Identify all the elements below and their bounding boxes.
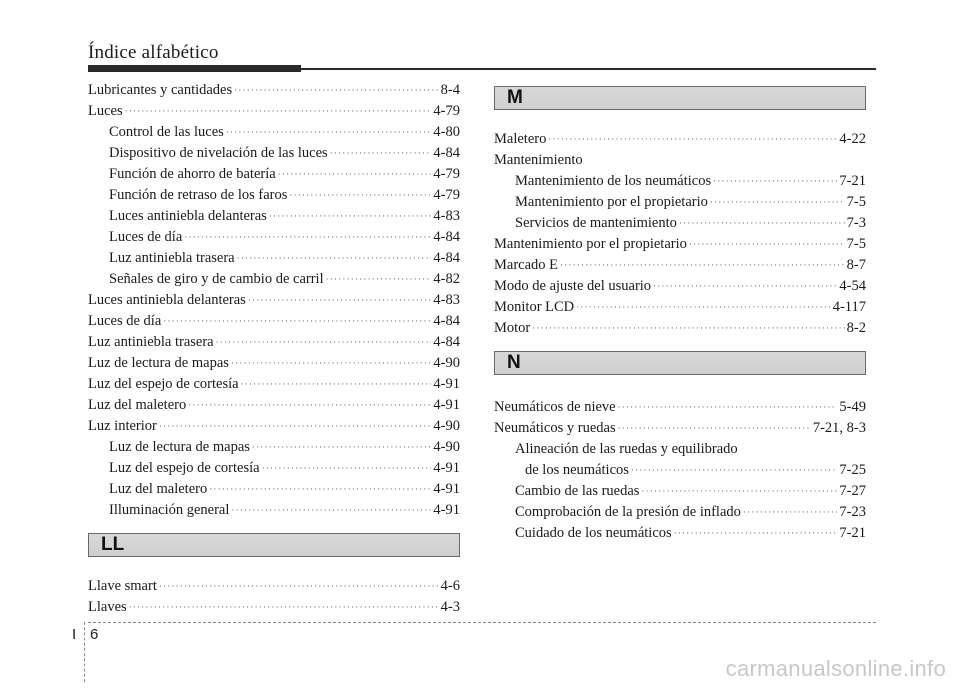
- section-header-m: M: [494, 86, 866, 110]
- dot-leader: [159, 422, 432, 431]
- index-term: Marcado E: [494, 257, 559, 273]
- index-term: Luces antiniebla delanteras: [88, 292, 246, 308]
- index-entry: [494, 439, 866, 460]
- index-page-ref: 7-25: [839, 462, 866, 478]
- index-term: Señales de giro y de cambio de carril: [109, 271, 324, 287]
- index-entry: [494, 192, 866, 213]
- index-entry: [88, 269, 460, 290]
- index-entry: [494, 460, 866, 481]
- dot-leader: [743, 508, 838, 517]
- index-entry: [494, 481, 866, 502]
- dot-leader: [163, 317, 431, 326]
- index-page-ref: 4-79: [433, 166, 460, 182]
- dot-leader: [188, 401, 431, 410]
- footer-divider: [84, 622, 85, 682]
- dot-leader: [226, 128, 432, 137]
- dot-leader: [209, 485, 431, 494]
- index-column-left: [88, 80, 460, 618]
- footer-rule: [88, 622, 876, 623]
- index-term: Función de retraso de los faros: [109, 187, 288, 203]
- index-list-ll: [88, 576, 460, 618]
- dot-leader: [618, 424, 811, 433]
- dot-leader: [618, 403, 838, 412]
- index-page-ref: 4-90: [433, 355, 460, 371]
- index-term: Mantenimiento: [494, 152, 583, 168]
- index-entry: [494, 213, 866, 234]
- index-list-m: [494, 129, 866, 339]
- section-header-n: N: [494, 351, 866, 375]
- index-entry: [88, 248, 460, 269]
- header-bar-thick: [88, 65, 301, 72]
- dot-leader: [641, 487, 837, 496]
- index-entry: [88, 437, 460, 458]
- index-page-ref: 4-83: [433, 208, 460, 224]
- dot-leader: [330, 149, 432, 158]
- index-entry: [88, 458, 460, 479]
- index-term: Mantenimiento por el propietario: [515, 194, 708, 210]
- index-term: Maletero: [494, 131, 547, 147]
- dot-leader: [631, 466, 838, 475]
- index-term: Luces antiniebla delanteras: [109, 208, 267, 224]
- index-entry: [88, 122, 460, 143]
- dot-leader: [560, 261, 845, 270]
- dot-leader: [679, 219, 845, 228]
- index-page-ref: 8-7: [846, 257, 866, 273]
- index-entry: [494, 297, 866, 318]
- index-page-ref: 8-2: [846, 320, 866, 336]
- dot-leader: [713, 177, 837, 186]
- index-term: Mantenimiento por el propietario: [494, 236, 687, 252]
- index-term: Neumáticos y ruedas: [494, 420, 616, 436]
- index-entry: [494, 255, 866, 276]
- index-term: Mantenimiento de los neumáticos: [515, 173, 712, 189]
- index-page-ref: 4-91: [433, 376, 460, 392]
- watermark-text: carmanualsonline.info: [725, 656, 946, 681]
- index-page-ref: 4-22: [839, 131, 866, 147]
- index-page-ref: 4-84: [433, 334, 460, 350]
- dot-leader: [248, 296, 432, 305]
- dot-leader: [674, 529, 838, 538]
- index-column-right: [494, 80, 866, 544]
- index-entry: [494, 150, 866, 171]
- index-term: Llave smart: [88, 578, 157, 594]
- index-page-ref: 4-117: [832, 299, 866, 315]
- index-entry: [494, 171, 866, 192]
- index-entry: [88, 479, 460, 500]
- index-entry: [88, 143, 460, 164]
- index-term: Luces de día: [109, 229, 183, 245]
- index-entry: [88, 227, 460, 248]
- index-term: Luz antiniebla trasera: [109, 250, 235, 266]
- dot-leader: [278, 170, 432, 179]
- index-entry: [88, 374, 460, 395]
- index-page-ref: 7-21: [839, 525, 866, 541]
- dot-leader: [237, 254, 432, 263]
- dot-leader: [289, 191, 431, 200]
- index-term: Luces: [88, 103, 123, 119]
- index-entry: [494, 234, 866, 255]
- index-page-ref: 7-5: [846, 236, 866, 252]
- index-term: Monitor LCD: [494, 299, 575, 315]
- index-term: Función de ahorro de batería: [109, 166, 276, 182]
- index-page-ref: 4-82: [433, 271, 460, 287]
- dot-leader: [653, 282, 837, 291]
- index-entry: [494, 502, 866, 523]
- index-entry: [494, 318, 866, 339]
- index-page-ref: 4-84: [433, 145, 460, 161]
- index-page-ref: 7-23: [839, 504, 866, 520]
- footer-section-letter: I: [72, 626, 77, 643]
- index-page-ref: 4-3: [440, 599, 460, 615]
- index-page-ref: 4-80: [433, 124, 460, 140]
- index-page-ref: 4-6: [440, 578, 460, 594]
- index-entry: [494, 418, 866, 439]
- dot-leader: [231, 506, 431, 515]
- index-entry: [88, 164, 460, 185]
- index-entry: [88, 576, 460, 597]
- header-rule: [301, 68, 876, 70]
- index-entry: [88, 597, 460, 618]
- page-title: Índice alfabético: [88, 42, 219, 63]
- dot-leader: [269, 212, 432, 221]
- index-term: Luz del maletero: [109, 481, 208, 497]
- index-entry: [88, 353, 460, 374]
- index-page-ref: 4-91: [433, 460, 460, 476]
- index-term: Comprobación de la presión de inflado: [515, 504, 741, 520]
- index-page-ref: 5-49: [839, 399, 866, 415]
- index-page-ref: 4-79: [433, 103, 460, 119]
- index-list-n: [494, 397, 866, 544]
- index-entry: [494, 523, 866, 544]
- index-term: Llaves: [88, 599, 127, 615]
- dot-leader: [125, 107, 432, 116]
- dot-leader: [129, 603, 439, 612]
- index-term: Luz del espejo de cortesía: [88, 376, 239, 392]
- index-term: Illuminación general: [109, 502, 230, 518]
- dot-leader: [262, 464, 432, 473]
- index-term: Neumáticos de nieve: [494, 399, 616, 415]
- section-header-ll: LL: [88, 533, 460, 557]
- index-entry: [88, 416, 460, 437]
- dot-leader: [234, 86, 439, 95]
- index-page-ref: 4-84: [433, 229, 460, 245]
- index-page-ref: 4-90: [433, 439, 460, 455]
- index-entry: [88, 311, 460, 332]
- index-page-ref: 7-21: [839, 173, 866, 189]
- index-page-ref: 4-91: [433, 481, 460, 497]
- index-term: Luz del maletero: [88, 397, 187, 413]
- dot-leader: [532, 324, 844, 333]
- dot-leader: [231, 359, 432, 368]
- dot-leader: [252, 443, 432, 452]
- index-term: Luz interior: [88, 418, 157, 434]
- index-term: Dispositivo de nivelación de las luces: [109, 145, 328, 161]
- index-entry: [88, 500, 460, 521]
- index-page-ref: 7-27: [839, 483, 866, 499]
- index-term: Alineación de las ruedas y equilibrado: [515, 441, 738, 457]
- index-term: Modo de ajuste del usuario: [494, 278, 652, 294]
- index-term: Lubricantes y cantidades: [88, 82, 233, 98]
- dot-leader: [689, 240, 845, 249]
- index-term: Control de las luces: [109, 124, 224, 140]
- index-term: Luz de lectura de mapas: [88, 355, 229, 371]
- index-page-ref: 4-79: [433, 187, 460, 203]
- index-entry: [88, 80, 460, 101]
- index-page-ref: 4-91: [433, 502, 460, 518]
- index-term: Luces de día: [88, 313, 162, 329]
- index-entry: [494, 276, 866, 297]
- dot-leader: [216, 338, 432, 347]
- dot-leader: [576, 303, 831, 312]
- index-entry: [88, 332, 460, 353]
- index-entry: [88, 206, 460, 227]
- index-term: Servicios de mantenimiento: [515, 215, 677, 231]
- index-entry: [494, 397, 866, 418]
- footer-page-number: 6: [90, 626, 99, 643]
- index-page-ref: 4-90: [433, 418, 460, 434]
- index-term: de los neumáticos: [525, 462, 629, 478]
- index-term: Cuidado de los neumáticos: [515, 525, 672, 541]
- index-page-ref: 4-84: [433, 250, 460, 266]
- dot-leader: [184, 233, 431, 242]
- dot-leader: [159, 582, 439, 591]
- index-entry: [88, 101, 460, 122]
- dot-leader: [326, 275, 432, 284]
- dot-leader: [241, 380, 432, 389]
- index-term: Luz del espejo de cortesía: [109, 460, 260, 476]
- index-entry: [88, 185, 460, 206]
- index-term: Motor: [494, 320, 531, 336]
- index-page-ref: 7-5: [846, 194, 866, 210]
- index-page-ref: 4-84: [433, 313, 460, 329]
- index-entry: [494, 129, 866, 150]
- index-term: Cambio de las ruedas: [515, 483, 640, 499]
- index-page-ref: 7-21, 8-3: [812, 420, 866, 436]
- index-list-l: [88, 80, 460, 521]
- index-term: Luz de lectura de mapas: [109, 439, 250, 455]
- index-entry: [88, 395, 460, 416]
- index-page-ref: 7-3: [846, 215, 866, 231]
- index-page-ref: 4-83: [433, 292, 460, 308]
- index-entry: [88, 290, 460, 311]
- index-page-ref: 8-4: [440, 82, 460, 98]
- dot-leader: [710, 198, 845, 207]
- index-page-ref: 4-91: [433, 397, 460, 413]
- dot-leader: [548, 135, 837, 144]
- index-term: Luz antiniebla trasera: [88, 334, 214, 350]
- index-page-ref: 4-54: [839, 278, 866, 294]
